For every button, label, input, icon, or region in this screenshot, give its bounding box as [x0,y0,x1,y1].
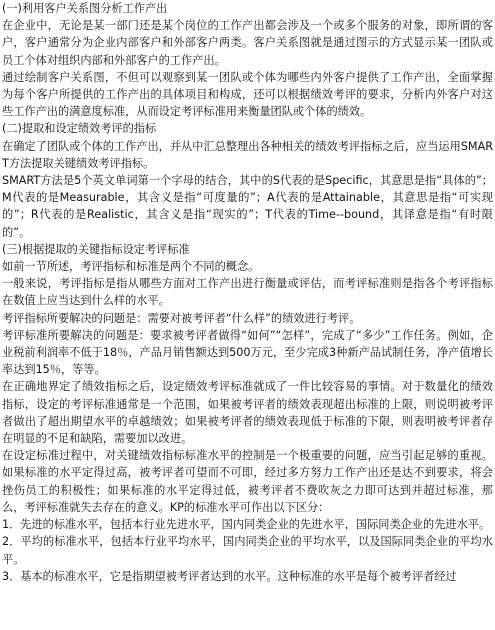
list-item-average-level: 2．平均的标准水平，包括本行业平均水平，国内同类企业的平均水平，以及国际同类企业的平均水平。 [2,535,493,566]
section-heading-extract-indicators: (二)提取和设定绩效考评的指标 [2,122,157,136]
list-item-advanced-level: 1．先进的标准水平，包括本行业先进水平，国内同类企业的先进水平，国际同类企业的先进水平。 [2,518,491,532]
paragraph-indicator-question: 考评指标所要解决的问题是：需要对被考评者“什么样”的绩效进行考评。 [2,311,361,325]
paragraph-smart-intro: 在确定了团队或个体的工作产出，并从中汇总整理出各种相关的绩效考评指标之后，应当运用SMART方法提取关键绩效考评指标。 [2,139,493,170]
paragraph-smart-definition: SMART方法是5个英文单词第一个字母的结合，其中的S代表的是Specific，其意思是指“具体的”；M代表的是Measurable，其含义是指“可度量的”；A代表的是Attainable，其意思是指“可实现的”；R代表的是Realistic，其含义是指“现实的”；T代表的Time--bound，其译意是指“有时限的”。 [2,174,493,239]
document-page [2,0,493,585]
paragraph-standard-level-control: 在设定标准过程中，对关键绩效指标标准水平的控制是一个极重要的问题，应当引起足够的重视。如果标准的水平定得过高，被考评者可望而不可即，经过多方努力工作产出还是达不到要求，将会挫伤员工的积极性；如果标准的水平定得过低，被考评者不费吹灰之力即可达到并超过标准，那么，考评标准就失去存在的意义。KP的标准水平可作出以下区分： [2,449,493,514]
paragraph-customer-map-benefits: 通过绘制客户关系图，不但可以观察到某一团队或个体为哪些内外客户提供了工作产出，全面掌握为每个客户所提供的工作产出的具体项目和构成，还可以根据绩效考评的要求，分析内外客户对这些工作产出的满意度标准，从而设定考评标准用来衡量团队或个体的绩效。 [2,70,493,119]
paragraph-customer-output: 在企业中，无论是某一部门还是某个岗位的工作产出都会涉及一个或多个服务的对象，即所谓的客户，客户通常分为企业内部客户和外部客户两类。客户关系图就是通过图示的方式显示某一团队或员工个体对组织内部和外部客户的工作产出。 [2,19,493,67]
paragraph-indicator-vs-standard: 一般来说，考评指标是指从哪些方面对工作产出进行衡量或评估，而考评标准则是指各个考评指标在数值上应当达到什么样的水平。 [2,277,493,308]
list-item-basic-level: 3．基本的标准水平，它是指期望被考评者达到的水平。这种标准的水平是每个被考评者经过 [2,569,457,583]
paragraph-concept-difference: 如前一节所述，考评指标和标准是两个不同的概念。 [2,260,260,274]
section-heading-customer-map: (一)利用客户关系图分析工作产出 [2,2,168,15]
paragraph-standard-question: 考评标准所要解决的问题是：要求被考评者做得“如何”“怎样”，完成了“多少”工作任务。例如，企业税前利润率不低于18％，产品月销售额达到500万元，至少完成3种新产品试制任务，净产值增长率达到15％，等等。 [2,328,493,377]
section-heading-set-standards: (三)根据提取的关键指标设定考评标准 [2,242,190,256]
paragraph-standard-range: 在正确地界定了绩效指标之后，设定绩效考评标准就成了一件比较容易的事情。对于数量化的绩效指标，设定的考评标准通常是一个范围，如果被考评者的绩效表现超出标准的上限，则说明被考评者做出了超出期望水平的卓越绩效；如果被考评者的绩效表现低于标准的下限，则表明被考评者存在明显的不足和缺陷，需要加以改进。 [2,380,493,446]
